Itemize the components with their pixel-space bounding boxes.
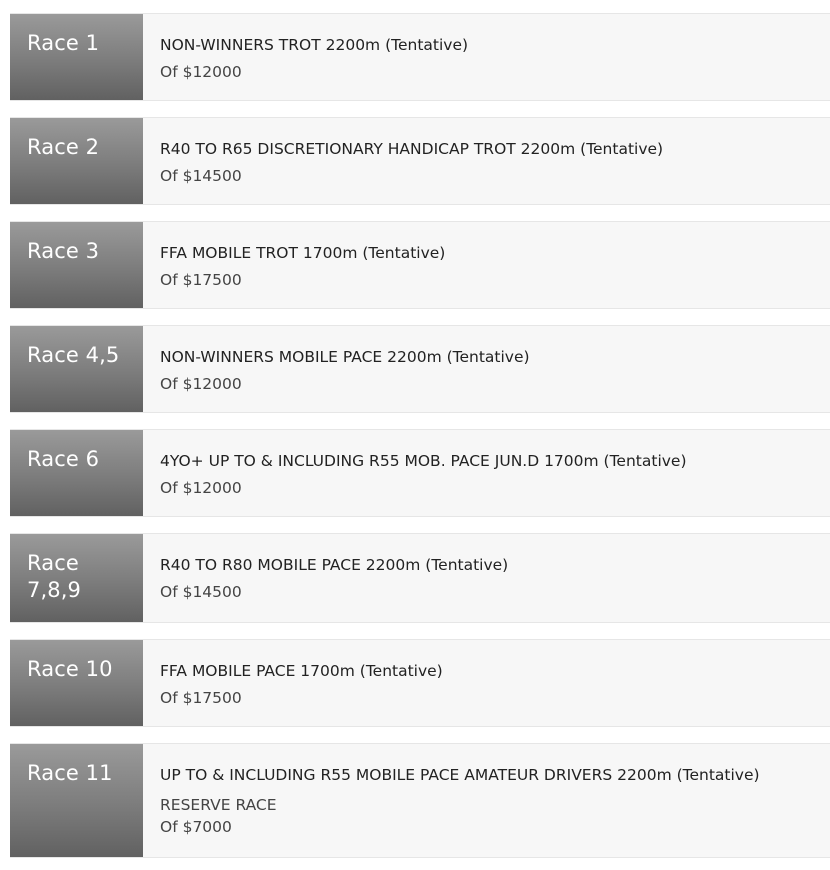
race-title: NON-WINNERS MOBILE PACE 2200m (Tentative)	[160, 348, 530, 366]
race-card[interactable]	[10, 13, 830, 101]
race-number: Race 3	[27, 239, 100, 263]
race-number: Race 2	[27, 135, 100, 159]
race-title: UP TO & INCLUDING R55 MOBILE PACE AMATEUR DRIVERS 2200m (Tentative)	[160, 766, 760, 784]
race-title: FFA MOBILE PACE 1700m (Tentative)	[160, 662, 443, 680]
race-card[interactable]	[10, 325, 830, 413]
race-title: NON-WINNERS TROT 2200m (Tentative)	[160, 36, 469, 54]
race-card[interactable]	[10, 429, 830, 517]
race-title: FFA MOBILE TROT 1700m (Tentative)	[160, 244, 446, 262]
race-prize: Of $14500	[160, 583, 242, 601]
race-prize: Of $7000	[160, 818, 232, 836]
race-details	[143, 118, 830, 204]
race-details	[143, 640, 830, 726]
race-details	[143, 534, 830, 622]
race-number-box	[10, 744, 143, 857]
race-number: Race 10	[27, 657, 113, 681]
reserve-race-note: RESERVE RACE	[160, 796, 277, 814]
race-title: R40 TO R65 DISCRETIONARY HANDICAP TROT 2200m (Tentative)	[160, 140, 664, 158]
race-number-box	[10, 534, 143, 622]
race-prize: Of $12000	[160, 63, 242, 81]
race-card[interactable]	[10, 117, 830, 205]
race-details	[143, 326, 830, 412]
race-prize: Of $14500	[160, 167, 242, 185]
race-details	[143, 744, 830, 857]
race-card[interactable]	[10, 639, 830, 727]
race-number: Race 4,5	[27, 343, 120, 367]
race-number: Race 1	[27, 31, 100, 55]
race-number-box	[10, 430, 143, 516]
race-title: 4YO+ UP TO & INCLUDING R55 MOB. PACE JUN.D 1700m (Tentative)	[160, 452, 687, 470]
race-prize: Of $12000	[160, 375, 242, 393]
race-card[interactable]	[10, 221, 830, 309]
race-prize: Of $17500	[160, 689, 242, 707]
race-number: Race 11	[27, 761, 113, 785]
race-prize: Of $17500	[160, 271, 242, 289]
race-card[interactable]	[10, 743, 830, 858]
race-number-box	[10, 14, 143, 100]
race-prize: Of $12000	[160, 479, 242, 497]
race-number-box	[10, 222, 143, 308]
race-details	[143, 430, 830, 516]
race-details	[143, 14, 830, 100]
race-number: Race 7,8,9	[27, 551, 81, 602]
race-number-box	[10, 326, 143, 412]
race-details	[143, 222, 830, 308]
race-title: R40 TO R80 MOBILE PACE 2200m (Tentative)	[160, 556, 509, 574]
race-number: Race 6	[27, 447, 100, 471]
race-card[interactable]	[10, 533, 830, 623]
race-number-box	[10, 640, 143, 726]
race-number-box	[10, 118, 143, 204]
